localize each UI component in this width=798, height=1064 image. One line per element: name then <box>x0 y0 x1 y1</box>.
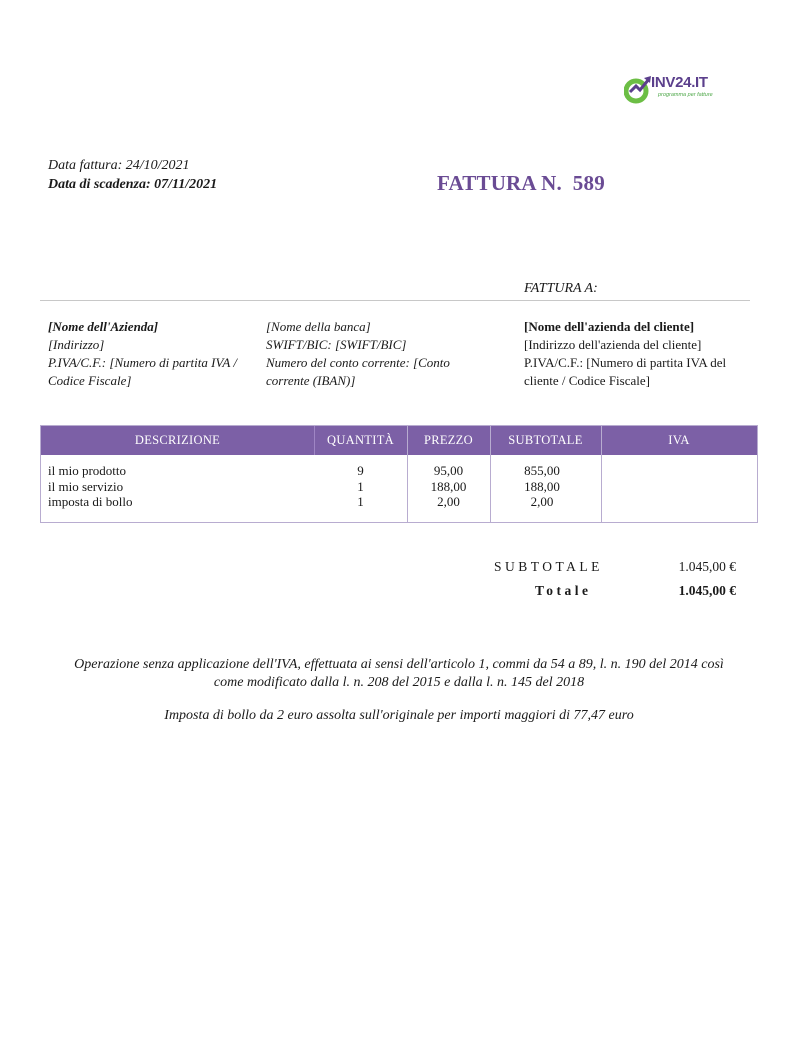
header-vat: IVA <box>668 433 690 447</box>
table-row-price: 2,00 <box>437 494 460 509</box>
company-address: [Indirizzo] <box>48 337 105 352</box>
header-description: DESCRIZIONE <box>134 433 221 447</box>
description-column <box>48 463 133 510</box>
company-name: [Nome dell'Azienda] <box>48 319 159 334</box>
table-row-price: 95,00 <box>433 463 464 478</box>
invoice-dates <box>48 156 217 194</box>
quantity-column <box>314 463 407 510</box>
table-row-description: imposta di bollo <box>48 494 133 509</box>
table-row-quantity: 1 <box>357 494 364 509</box>
table-header <box>41 426 757 455</box>
bank-swift: SWIFT/BIC: [SWIFT/BIC] <box>266 337 407 352</box>
subtotal-value: 1.045,00 € <box>678 559 736 574</box>
brand-logo <box>624 72 724 108</box>
table-row-description: il mio servizio <box>48 478 124 494</box>
client-info <box>524 318 750 390</box>
header-quantity: QUANTITÀ <box>327 433 394 447</box>
bank-name: [Nome della banca] <box>266 319 371 334</box>
total-label: Totale <box>535 583 592 598</box>
column-divider <box>601 426 602 522</box>
bank-info <box>266 318 466 390</box>
subtotal-column <box>490 463 594 510</box>
bank-account: Numero del conto corrente: [Conto corrente (IBAN)] <box>266 355 450 388</box>
table-row-quantity: 1 <box>357 478 364 494</box>
table-row-subtotal: 2,00 <box>530 494 554 509</box>
logo-brand-text: INV24.IT <box>651 74 708 91</box>
client-name: [Nome dell'azienda del cliente] <box>524 319 695 334</box>
bill-to-label: FATTURA A: <box>524 281 598 296</box>
table-row-description: il mio prodotto <box>48 463 126 478</box>
total-value: 1.045,00 € <box>678 583 736 598</box>
divider <box>40 300 750 301</box>
invoice-title: FATTURA N. 589 <box>437 171 605 195</box>
table-row-quantity: 9 <box>357 463 364 478</box>
vat-exemption-note <box>0 656 798 692</box>
due-date: Data di scadenza: 07/11/2021 <box>48 177 218 192</box>
header-price: PREZZO <box>423 433 474 447</box>
logo-mark-icon <box>624 72 654 106</box>
client-address: [Indirizzo dell'azienda del cliente] <box>524 337 702 352</box>
table-row-price: 188,00 <box>430 478 467 494</box>
header-subtotal: SUBTOTALE <box>508 433 583 447</box>
note-line: come modificato dalla l. n. 208 del 2015 e dalla l. n. 145 del 2018 <box>213 675 585 690</box>
column-divider <box>314 426 315 455</box>
stamp-duty-note: Imposta di bollo da 2 euro assolta sull'originale per importi maggiori di 77,47 euro <box>164 708 634 723</box>
logo-tagline: programma per fatture <box>658 92 713 98</box>
items-table <box>40 425 758 523</box>
invoice-date: Data fattura: 24/10/2021 <box>48 158 190 173</box>
note-line: Operazione senza applicazione dell'IVA, effettuata ai sensi dell'articolo 1, commi da 54 a 89, l. n. 190 del 2014 così <box>74 657 724 672</box>
company-vat: P.IVA/C.F.: [Numero di partita IVA / Codice Fiscale] <box>48 355 237 388</box>
table-row-subtotal: 855,00 <box>524 463 560 478</box>
client-vat: P.IVA/C.F.: [Numero di partita IVA del cliente / Codice Fiscale] <box>524 355 727 388</box>
price-column <box>407 463 490 510</box>
table-row-subtotal: 188,00 <box>524 478 560 494</box>
subtotal-label: SUBTOTALE <box>494 559 603 574</box>
company-info <box>48 318 248 390</box>
